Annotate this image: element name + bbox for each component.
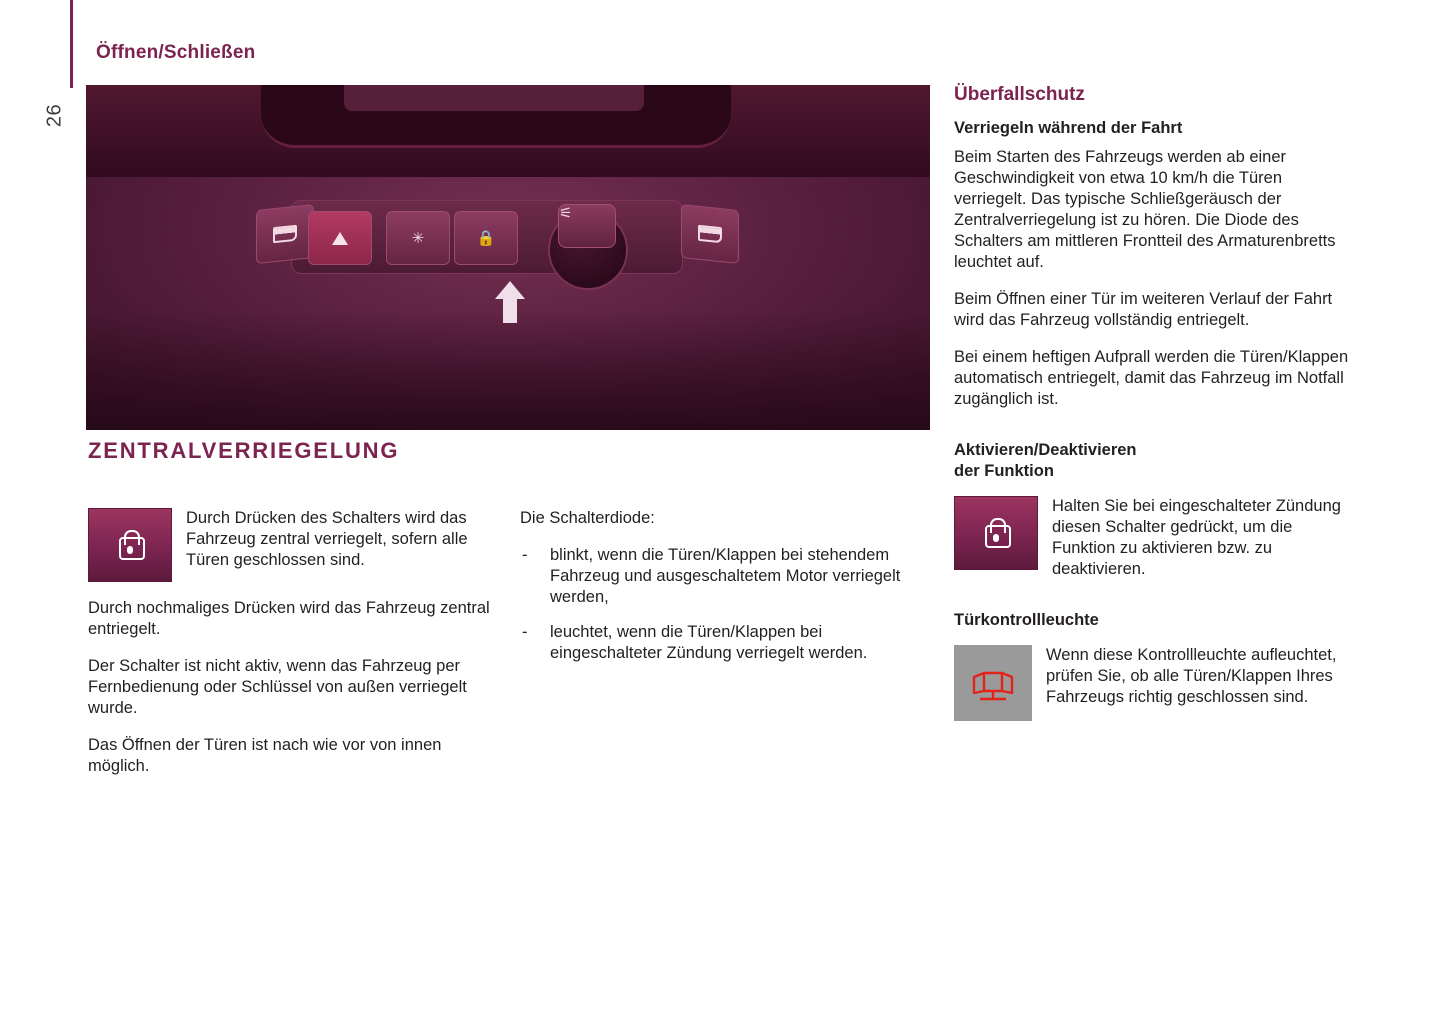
- right-text-column: [954, 84, 1354, 737]
- activate-function-text: Halten Sie bei eingeschalteter Zündung diesen Schalter gedrückt, um die Funktion zu aktivieren bzw. zu deaktivieren.: [1052, 497, 1341, 578]
- rotary-knob-switch-icon: ⚟: [558, 204, 616, 248]
- central-locking-icon-block: [88, 508, 500, 582]
- left-text-column: [88, 508, 500, 793]
- page-number: 26: [43, 103, 66, 128]
- list-item: [520, 622, 920, 664]
- right-paragraph-3: Bei einem heftigen Aufprall werden die Türen/Klappen automatisch entriegelt, damit das Fahrzeug im Notfall zugänglich ist.: [954, 348, 1349, 408]
- display-screen: [344, 85, 644, 111]
- right-subheading-aktivieren-line1: Aktivieren/Deaktivieren: [954, 441, 1137, 459]
- hazard-warning-switch-icon: [308, 211, 372, 265]
- diode-list: [520, 545, 920, 664]
- central-locking-switch-icon: [954, 496, 1038, 570]
- list-item-text: leuchtet, wenn die Türen/Klappen bei eingeschalteter Zündung verriegelt werden.: [550, 623, 868, 662]
- header-accent-rule: [70, 0, 73, 88]
- central-locking-switch-icon: [88, 508, 172, 582]
- console-shadow: [86, 310, 930, 430]
- door-open-warning-icon: [954, 645, 1032, 721]
- list-item-text: blinkt, wenn die Türen/Klappen bei stehendem Fahrzeug und ausgeschaltetem Motor verriegelt werden,: [550, 546, 901, 606]
- middle-text-column: [520, 508, 920, 678]
- list-dash: -: [522, 546, 528, 564]
- window-switch-left-icon: [256, 204, 314, 264]
- left-paragraph-1: Durch nochmaliges Drücken wird das Fahrzeug zentral entriegelt.: [88, 599, 490, 638]
- list-dash: -: [522, 623, 528, 641]
- door-warning-icon-block: [954, 645, 1354, 721]
- right-subheading-verriegeln: Verriegeln während der Fahrt: [954, 119, 1183, 137]
- running-head: Öffnen/Schließen: [96, 42, 256, 63]
- center-console-switch-panel-photo: [86, 85, 930, 430]
- diode-intro: Die Schalterdiode:: [520, 509, 655, 527]
- right-subheading-tuerkontrollleuchte: Türkontrollleuchte: [954, 611, 1099, 629]
- list-item: [520, 545, 920, 608]
- left-paragraph-2: Der Schalter ist nicht aktiv, wenn das Fahrzeug per Fernbedienung oder Schlüssel von außen verriegelt wurde.: [88, 657, 467, 717]
- interior-light-switch-icon: ✳: [386, 211, 450, 265]
- page-title: ZENTRALVERRIEGELUNG: [88, 438, 400, 463]
- activate-function-icon-block: [954, 496, 1354, 580]
- left-paragraph-3: Das Öffnen der Türen ist nach wie vor von innen möglich.: [88, 736, 442, 775]
- central-locking-icon-text: Durch Drücken des Schalters wird das Fahrzeug zentral verriegelt, sofern alle Türen geschlossen sind.: [186, 509, 468, 569]
- central-locking-switch-photo-icon: 🔒: [454, 211, 518, 265]
- right-paragraph-1: Beim Starten des Fahrzeugs werden ab einer Geschwindigkeit von etwa 10 km/h die Türen verriegelt. Das typische Schließgeräusch der Zentralverriegelung ist zu hören. Die Diode des Schalters am mittleren Frontteil des Armaturenbretts leuchtet auf.: [954, 148, 1336, 271]
- right-paragraph-2: Beim Öffnen einer Tür im weiteren Verlauf der Fahrt wird das Fahrzeug vollständig entriegelt.: [954, 290, 1333, 329]
- right-heading-ueberfallschutz: Überfallschutz: [954, 84, 1085, 105]
- window-switch-right-icon: [681, 204, 739, 264]
- door-warning-text: Wenn diese Kontrollleuchte aufleuchtet, prüfen Sie, ob alle Türen/Klappen Ihres Fahrzeugs richtig geschlossen sind.: [1046, 646, 1337, 706]
- right-subheading-aktivieren-line2: der Funktion: [954, 462, 1054, 480]
